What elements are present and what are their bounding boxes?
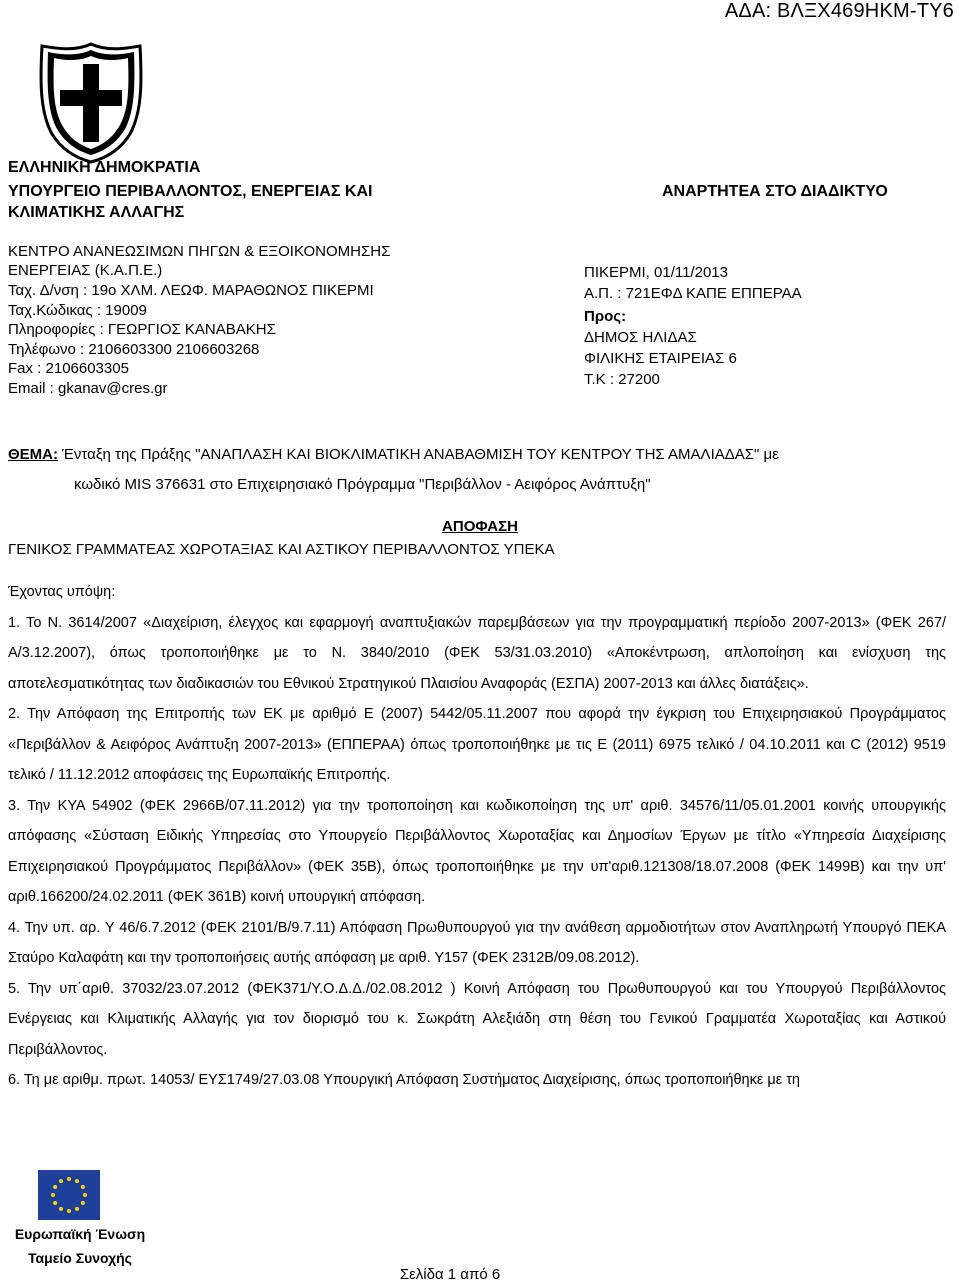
subject: [8, 440, 958, 500]
consideration-item: 5. Την υπ΄αριθ. 37032/23.07.2012 (ΦΕΚ371/Υ.Ο.Δ.Δ./02.08.2012 ) Κοινή Απόφαση του Πρωθυπουργού και του Υπουργού Περιβάλλοντος Ενέργειας και Κλιματικής Αλλαγής για τον διορισμό του κ. Σωκράτη Αλεξιάδη στη θέση του Γενικού Γραμματέα Χωροταξίας και Αστικού Περιβάλλοντος.: [8, 980, 946, 1058]
eu-cohesion-fund: [0, 1222, 160, 1270]
recipient-label: Προς:: [584, 308, 627, 325]
eu-label: Ευρωπαϊκή Ένωση: [14, 1226, 146, 1242]
ministry-line-2: ΚΛΙΜΑΤΙΚΗΣ ΑΛΛΑΓΗΣ: [8, 204, 185, 221]
eu-star-icon: [53, 1201, 57, 1205]
eu-star-icon: [59, 1179, 63, 1183]
place-date: ΠΙΚΕΡΜΙ, 01/11/2013: [584, 264, 728, 281]
eu-star-icon: [83, 1193, 87, 1197]
considering-label: Έχοντας υπόψη:: [8, 584, 116, 600]
sender-email: Email : gkanav@cres.gr: [8, 380, 168, 397]
consideration-item: 4. Την υπ. αρ. Υ 46/6.7.2012 (ΦΕΚ 2101/Β/9.7.11) Απόφαση Πρωθυπουργού για την ανάθεση αρμοδιοτήτων στον Αναπληρωτή Υπουργό ΠΕΚΑ Σταύρο Καλαφάτη και την τροποποιήσεις αυτής απόφαση με αριθ. Υ157 (ΦΕΚ 2312Β/09.08.2012).: [8, 919, 946, 966]
protocol-number: Α.Π. : 721ΕΦΔ ΚΑΠΕ ΕΠΠΕΡΑΑ: [584, 285, 802, 302]
recipient-line-2: ΦΙΛΙΚΗΣ ΕΤΑΙΡΕΙΑΣ 6: [584, 350, 737, 367]
eu-star-icon: [81, 1185, 85, 1189]
consideration-item: 1. Το Ν. 3614/2007 «Διαχείριση, έλεγχος και εφαρμογή αναπτυξιακών παρεμβάσεων για την προγραμματική περίοδο 2007-2013» (ΦΕΚ 267/Α/3.12.2007), όπως τροποποιήθηκε με το Ν. 3840/2010 (ΦΕΚ 53/31.03.2010) «Αποκέντρωση, απλοποίηση και ενίσχυση της αποτελεσματικότητας των διαδικασιών του Εθνικού Στρατηγικού Πλαισίου Αναφοράς (ΕΣΠΑ) 2007-2013 και άλλες διατάξεις».: [8, 614, 946, 692]
consideration-item: 6. Τη με αριθμ. πρωτ. 14053/ ΕΥΣ1749/27.03.08 Υπουργική Απόφαση Συστήματος Διαχείρισης, όπως τροποποιήθηκε με τη: [8, 1072, 800, 1088]
consideration-item: 2. Την Απόφαση της Επιτροπής των ΕΚ με αριθμό Ε (2007) 5442/05.11.2007 που αφορά την έγκριση του Επιχειρησιακού Προγράμματος «Περιβάλλον & Αειφόρος Ανάπτυξη 2007-2013» (ΕΠΠΕΡΑΑ) όπως τροποποιήθηκε με τις Ε (2011) 6975 τελικό / 04.10.2011 και C (2012) 9519 τελικό / 11.12.2012 αποφάσεις της Ευρωπαϊκής Επιτροπής.: [8, 706, 946, 783]
eu-star-icon: [75, 1207, 79, 1211]
eu-star-icon: [75, 1179, 79, 1183]
sender-line: Ταχ. Δ/νση : 19ο ΧΛΜ. ΛΕΩΦ. ΜΑΡΑΘΩΝΟΣ ΠΙΚΕΡΜΙ: [8, 282, 374, 299]
decision-title: ΑΠΟΦΑΣΗ: [442, 518, 518, 535]
eu-star-icon: [51, 1193, 55, 1197]
considerations: [8, 577, 946, 1096]
cohesion-fund-label: Ταμείο Συνοχής: [28, 1250, 132, 1266]
sender-line: Πληροφορίες : ΓΕΩΡΓΙΟΣ ΚΑΝΑΒΑΚΗΣ: [8, 321, 276, 338]
ada-code: ΑΔΑ: ΒΛΞΧ469ΗΚΜ-ΤΥ6: [724, 0, 954, 22]
sender-line: Τηλέφωνο : 2106603300 2106603268: [8, 341, 260, 358]
eu-star-icon: [67, 1209, 71, 1213]
eu-star-icon: [81, 1201, 85, 1205]
eu-star-icon: [67, 1177, 71, 1181]
issuer: ΓΕΝΙΚΟΣ ΓΡΑΜΜΑΤΕΑΣ ΧΩΡΟΤΑΞΙΑΣ ΚΑΙ ΑΣΤΙΚΟΥ ΠΕΡΙΒΑΛΛΟΝΤΟΣ ΥΠΕΚΑ: [8, 541, 555, 558]
page-number: Σελίδα 1 από 6: [399, 1266, 501, 1283]
recipient-postal: Τ.Κ : 27200: [584, 371, 660, 388]
greek-coat-of-arms-icon: [38, 42, 144, 164]
sender-line: ΚΕΝΤΡΟ ΑΝΑΝΕΩΣΙΜΩΝ ΠΗΓΩΝ & ΕΞΟΙΚΟΝΟΜΗΣΗΣ: [8, 243, 391, 260]
sender-line: ΕΝΕΡΓΕΙΑΣ (Κ.Α.Π.Ε.): [8, 262, 163, 279]
consideration-item: 3. Την ΚΥΑ 54902 (ΦΕΚ 2966Β/07.11.2012) για την τροποποίηση και κωδικοποίηση της υπ' αριθ. 34576/11/05.01.2001 κοινής υπουργικής απόφασης «Σύσταση Ειδικής Υπηρεσίας στο Υπουργείο Περιβάλλοντος Χωροταξίας και Δημοσίων Έργων με τίτλο «Υπηρεσία Διαχείρισης Επιχειρησιακού Προγράμματος Περιβάλλον» (ΦΕΚ 35Β), όπως τροποποιήθηκε με την υπ'αριθ.121308/18.07.2008 (ΦΕΚ 1499Β) και την υπ' αριθ.166200/24.02.2011 (ΦΕΚ 361Β) κοινή υπουργική απόφαση.: [8, 797, 946, 905]
subject-line-2: κωδικό MIS 376631 στο Επιχειρησιακό Πρόγραμμα "Περιβάλλον - Αειφόρος Ανάπτυξη": [74, 476, 651, 493]
subject-line-1: Ένταξη της Πράξης "ΑΝΑΠΛΑΣΗ ΚΑΙ ΒΙΟΚΛΙΜΑΤΙΚΗ ΑΝΑΒΑΘΜΙΣΗ ΤΟΥ ΚΕΝΤΡΟΥ ΤΗΣ ΑΜΑΛΙΑΔΑΣ" με: [58, 446, 779, 463]
recipient-line-1: ΔΗΜΟΣ ΗΛΙΔΑΣ: [584, 329, 697, 346]
sender-line: Fax : 2106603305: [8, 360, 129, 377]
sender-line: Ταχ.Κώδικας : 19009: [8, 302, 147, 319]
eu-star-icon: [59, 1207, 63, 1211]
subject-label: ΘΕΜΑ:: [8, 446, 58, 463]
ministry-line-1: ΥΠΟΥΡΓΕΙΟ ΠΕΡΙΒΑΛΛΟΝΤΟΣ, ΕΝΕΡΓΕΙΑΣ ΚΑΙ: [8, 183, 373, 200]
republic-heading: ΕΛΛΗΝΙΚΗ ΔΗΜΟΚΡΑΤΙΑ: [8, 159, 201, 176]
publish-note: ΑΝΑΡΤΗΤΕΑ ΣΤΟ ΔΙΑΔΙΚΤΥΟ: [662, 183, 888, 200]
eu-star-icon: [53, 1185, 57, 1189]
eu-flag-icon: [38, 1170, 100, 1220]
